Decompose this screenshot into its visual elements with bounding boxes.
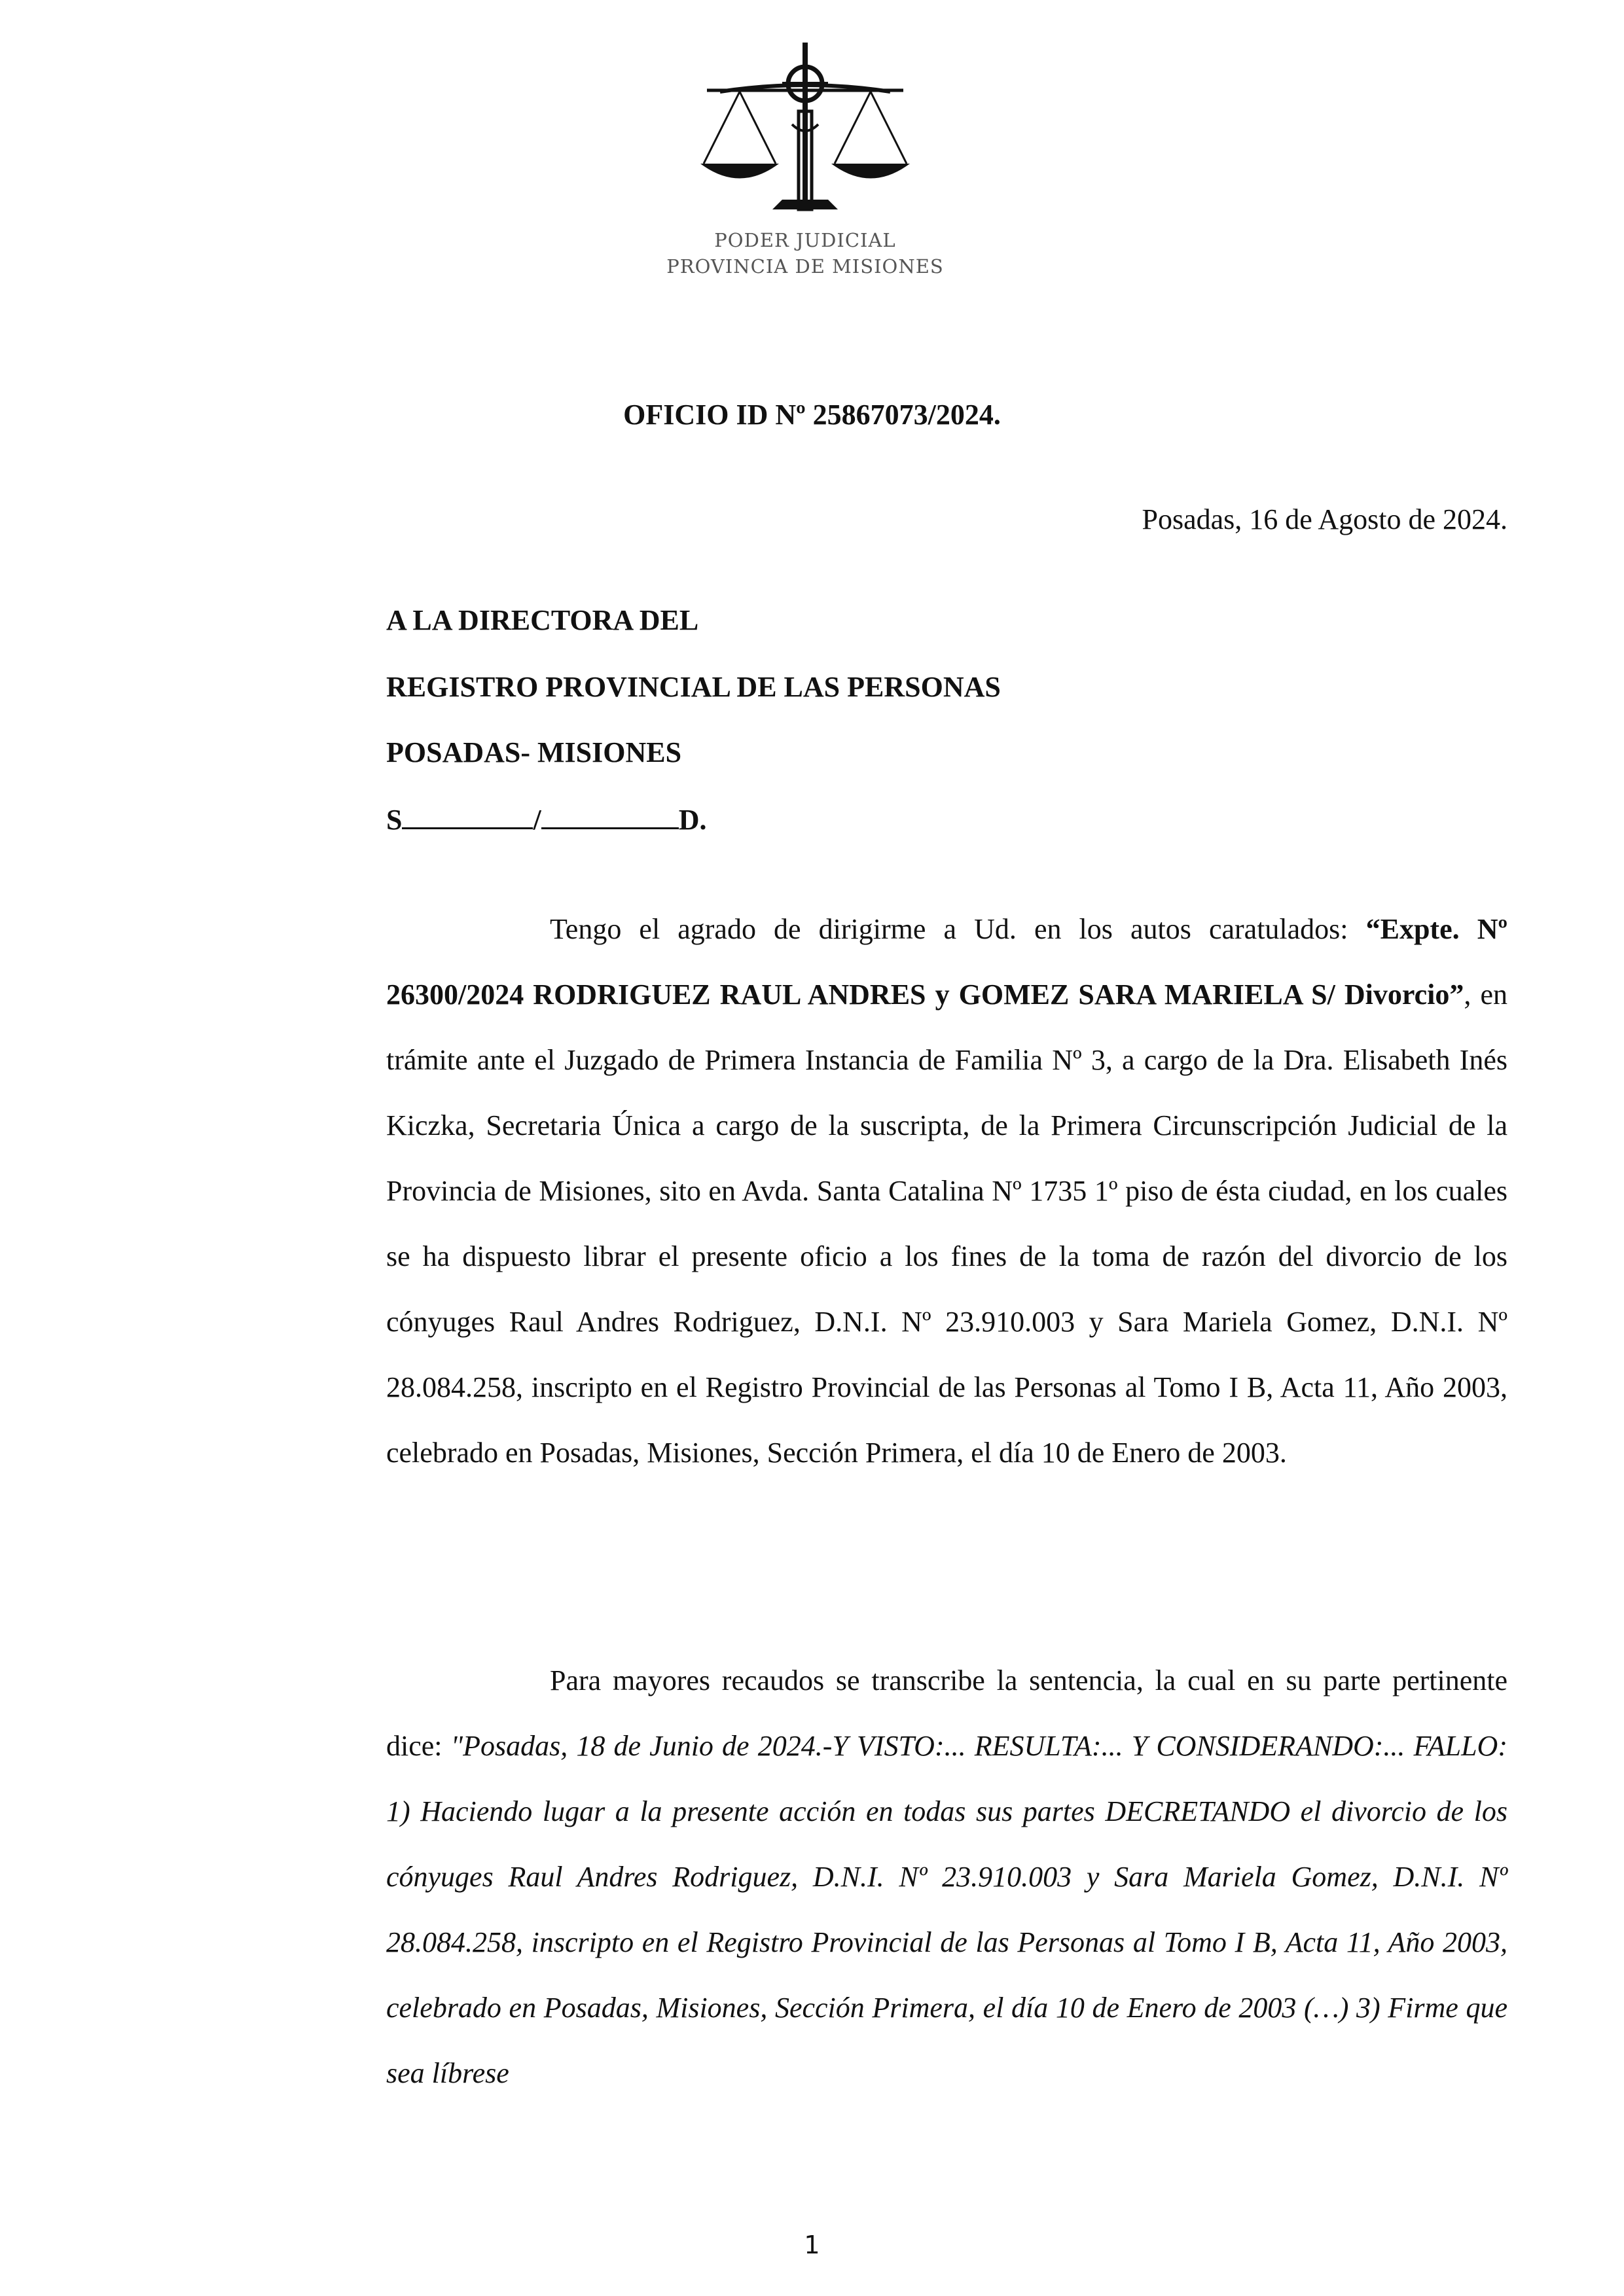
document-title: OFICIO ID Nº 25867073/2024.: [623, 399, 1001, 431]
institution-logo: [655, 39, 956, 288]
paragraph-2-intro: Para mayores recaudos se transcribe la sentencia, la cual en su parte pertinente dice:: [386, 1664, 1507, 1762]
salutation-s: S: [386, 804, 403, 836]
institution-name: PODER JUDICIAL: [714, 229, 896, 251]
scales-of-justice-icon: [694, 39, 916, 229]
case-title: “Expte. Nº 26300/2024 RODRIGUEZ RAUL ANDRES y GOMEZ SARA MARIELA S/ Divorcio”: [386, 913, 1507, 1011]
salutation-slash: /: [533, 804, 541, 836]
paragraph-1-body: , en trámite ante el Juzgado de Primera Instancia de Familia Nº 3, a cargo de la Dra. Elisabeth Inés Kiczka, Secretaria Única a cargo de la suscripta, de la Primera Circunscripción Judicial de la Provincia de Misiones, sito en Avda. Santa Catalina Nº 1735 1º piso de ésta ciudad, en los cuales se ha dispuesto librar el presente oficio a los fines de la toma de razón del divorcio de los cónyuges Raul Andres Rodriguez, D.N.I. Nº 23.910.003 y Sara Mariela Gomez, D.N.I. Nº 28.084.258, inscripto en el Registro Provincial de las Personas al Tomo I B, Acta 11, Año 2003, celebrado en Posadas, Misiones, Sección Primera, el día 10 de Enero de 2003.: [386, 978, 1508, 1469]
paragraph-1: [386, 897, 1507, 1486]
paragraph-2: [386, 1648, 1507, 2106]
place-date: Posadas, 16 de Agosto de 2024.: [1142, 503, 1507, 535]
addressee-line-1: A LA DIRECTORA DEL: [386, 604, 699, 636]
page-number: 1: [804, 2231, 820, 2259]
salutation: [386, 801, 707, 836]
salutation-d: D.: [678, 804, 707, 836]
addressee-line-2: REGISTRO PROVINCIAL DE LAS PERSONAS: [386, 671, 1001, 703]
salutation-blank-2: [541, 801, 679, 829]
addressee-line-3: POSADAS- MISIONES: [386, 736, 682, 768]
institution-province: PROVINCIA DE MISIONES: [666, 255, 944, 278]
salutation-blank-1: [402, 801, 533, 829]
sentence-quote: "Posadas, 18 de Junio de 2024.-Y VISTO:... RESULTA:... Y CONSIDERANDO:... FALLO: 1) Haciendo lugar a la presente acción en todas sus partes DECRETANDO el divorcio de los cónyuges Raul Andres Rodriguez, D.N.I. Nº 23.910.003 y Sara Mariela Gomez, D.N.I. Nº 28.084.258, inscripto en el Registro Provincial de las Personas al Tomo I B, Acta 11, Año 2003, celebrado en Posadas, Misiones, Sección Primera, el día 10 de Enero de 2003 (…) 3) Firme que sea líbrese: [386, 1730, 1507, 2089]
paragraph-1-intro: Tengo el agrado de dirigirme a Ud. en los autos caratulados:: [550, 913, 1366, 945]
